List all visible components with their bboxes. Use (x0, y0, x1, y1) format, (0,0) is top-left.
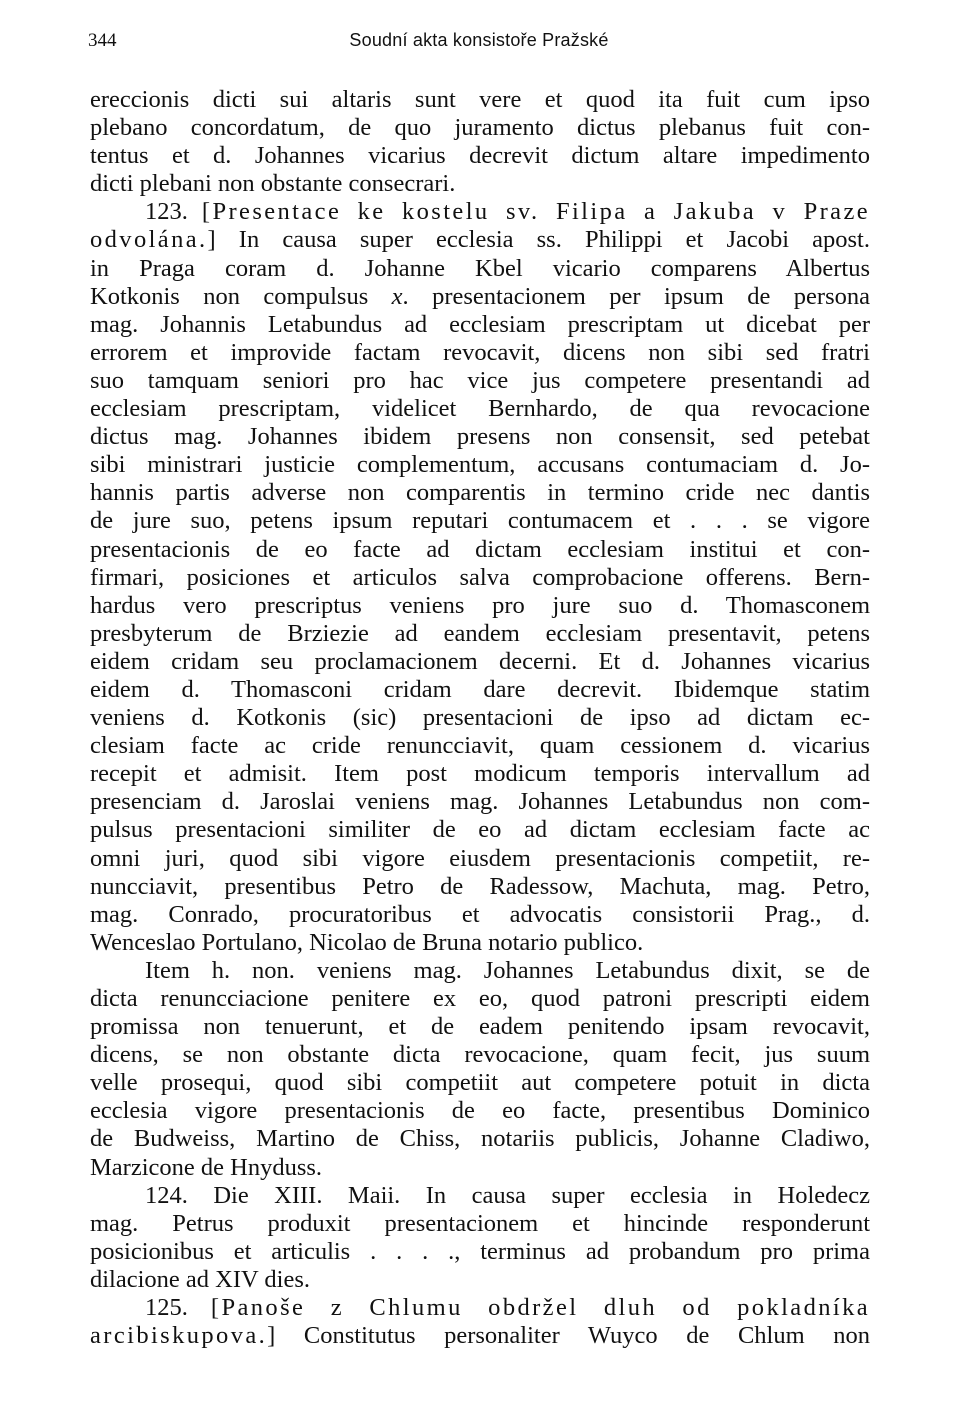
line-text: mag. Petrus produxit presentacionem et hincinde responderunt (90, 1209, 870, 1237)
text-line (90, 367, 870, 395)
text-line (90, 255, 870, 283)
line-text: firmari, posiciones et articulos salva comprobacione offerens. Bern- (90, 563, 870, 591)
entry-heading-spaced: [Presentace ke kostelu sv. Filipa a Jakuba v Praze (201, 198, 870, 226)
line-text: suo tamquam seniori pro hac vice jus competere presentandi ad (90, 366, 870, 394)
text-line (90, 845, 870, 873)
text-line (90, 873, 870, 901)
text-line (90, 620, 870, 648)
entry-heading-spaced: arcibiskupova. (90, 1322, 268, 1350)
entry-heading-line (90, 226, 870, 254)
line-text: ] Constitutus personaliter Wuyco de Chlum non (267, 1322, 870, 1350)
text-line (90, 170, 870, 198)
line-text: in Praga coram d. Johanne Kbel vicario comparens Albertus (90, 254, 870, 282)
text-line (90, 592, 870, 620)
line-text: errorem et improvide factam revocavit, dicens non sibi sed fratri (90, 338, 870, 366)
text-line (90, 311, 870, 339)
text-line (90, 985, 870, 1013)
page-number: 344 (88, 30, 117, 51)
text-line (90, 816, 870, 844)
line-text: de jure suo, petens ipsum reputari contumacem et . . . se vigore (90, 507, 870, 535)
text-line (90, 451, 870, 479)
line-text: dicens, se non obstante dicta revocacione, quam fecit, jus suum (90, 1041, 870, 1069)
text-line (90, 648, 870, 676)
entry-number: 125. (145, 1294, 211, 1322)
line-text: de Budweiss, Martino de Chiss, notariis publicis, Johanne Cladiwo, (90, 1125, 870, 1153)
line-text: sibi ministrari justicie complementum, accusans contumaciam d. Jo- (90, 451, 870, 479)
text-line (90, 1069, 870, 1097)
text-line (90, 732, 870, 760)
line-text: presbyterum de Brziezie ad eandem ecclesiam presentavit, petens (90, 619, 870, 647)
entry-heading-spaced: [Panoše z Chlumu obdržel dluh od pokladníka (210, 1294, 871, 1322)
line-text: 124. Die XIII. Maii. In causa super ecclesia in Holedecz (145, 1181, 870, 1209)
text-line (90, 564, 870, 592)
line-text: tentus et d. Johannes vicarius decrevit dictum altare impedimento (90, 142, 870, 170)
text-line (90, 507, 870, 535)
line-text: dicta renuncciacione penitere ex eo, quod patroni prescripti eidem (90, 985, 870, 1012)
text-line (90, 142, 870, 170)
text-line (90, 1154, 870, 1182)
text-line (90, 929, 870, 957)
line-text: nuncciavit, presentibus Petro de Radessow, Machuta, mag. Petro, (90, 872, 870, 900)
text-line (90, 1097, 870, 1125)
line-text: pulsus presentacioni similiter de eo ad dictam ecclesiam facte ac (90, 816, 870, 844)
line-text: posicionibus et articulis . . . ., terminus ad probandum pro prima (90, 1237, 870, 1265)
text-line (90, 536, 870, 564)
line-text: ] In causa super ecclesia ss. Philippi et Jacobi apost. (207, 226, 870, 254)
line-text: Kotkonis non compulsus (90, 282, 392, 310)
entry-heading-line (90, 1294, 870, 1322)
line-text: Wenceslao Portulano, Nicolao de Bruna notario publico. (90, 928, 644, 956)
page-header (88, 30, 870, 60)
line-text: recepit et admisit. Item post modicum temporis intervallum ad (90, 760, 870, 788)
text-line (90, 86, 870, 114)
body-text (90, 86, 870, 1350)
entry-heading-spaced: odvolána. (90, 226, 208, 254)
text-line (90, 423, 870, 451)
text-line (90, 283, 870, 311)
line-text: clesiam facte ac cride renuncciavit, quam cessionem d. vicarius (90, 732, 870, 760)
line-text: plebano concordatum, de quo juramento dictus plebanus fuit con- (90, 114, 870, 142)
text-line (90, 1013, 870, 1041)
text-line (90, 1210, 870, 1238)
line-text: omni juri, quod sibi vigore eiusdem presentacionis competiit, re- (90, 844, 870, 872)
text-line (90, 901, 870, 929)
line-text: Item h. non. veniens mag. Johannes Letabundus dixit, se de (145, 956, 870, 984)
line-text: eidem cridam seu proclamacionem decerni. Et d. Johannes vicarius (90, 647, 870, 675)
text-line (90, 1125, 870, 1153)
line-text: dictus mag. Johannes ibidem presens non consensit, sed petebat (90, 423, 870, 451)
text-line (90, 957, 870, 985)
text-line (90, 1182, 870, 1210)
line-text: mag. Johannis Letabundus ad ecclesiam prescriptam ut dicebat per (90, 310, 870, 338)
entry-number: 123. (145, 198, 202, 226)
text-line (90, 395, 870, 423)
text-line (90, 1041, 870, 1069)
line-text: ereccionis dicti sui altaris sunt vere et quod ita fuit cum ipso (90, 86, 870, 113)
line-text: promissa non tenuerunt, et de eadem penitendo ipsam revocavit, (90, 1013, 870, 1041)
text-line (90, 760, 870, 788)
line-text: eidem d. Thomasconi cridam dare decrevit. Ibidemque statim (90, 675, 870, 703)
running-title: Soudní akta konsistoře Pražské (349, 30, 609, 50)
text-line (90, 788, 870, 816)
entry-heading-line (90, 1322, 870, 1350)
line-text: ecclesia vigore presentacionis de eo facte, presentibus Dominico (90, 1097, 870, 1125)
line-text: hardus vero prescriptus veniens pro jure suo d. Thomasconem (90, 591, 870, 619)
line-text: ecclesiam prescriptam, videlicet Bernhardo, de qua revocacione (90, 395, 870, 423)
text-line (90, 676, 870, 704)
line-text: velle prosequi, quod sibi competiit aut competere potuit in dicta (90, 1069, 870, 1097)
text-line (90, 479, 870, 507)
text-line (90, 1266, 870, 1294)
text-line (90, 114, 870, 142)
line-text: veniens d. Kotkonis (sic) presentacioni de ipso ad dictam ec- (90, 704, 870, 732)
line-text: mag. Conrado, procuratoribus et advocatis consistorii Prag., d. (90, 900, 870, 928)
text-line (90, 1238, 870, 1266)
text-line (90, 704, 870, 732)
line-italic: x (391, 282, 403, 310)
line-text-rest: . presentacionem per ipsum de persona (402, 282, 871, 310)
line-text: dilacione ad XIV dies. (90, 1265, 310, 1293)
line-text: presentacionis de eo facte ad dictam ecclesiam institui et con- (90, 535, 870, 563)
text-line (90, 339, 870, 367)
line-text: presenciam d. Jaroslai veniens mag. Johannes Letabundus non com- (90, 788, 870, 816)
line-text: dicti plebani non obstante consecrari. (90, 170, 456, 198)
line-text: hannis partis adverse non comparentis in termino cride nec dantis (90, 479, 870, 507)
line-text: Marzicone de Hnyduss. (90, 1153, 323, 1181)
entry-heading-line (90, 198, 870, 226)
